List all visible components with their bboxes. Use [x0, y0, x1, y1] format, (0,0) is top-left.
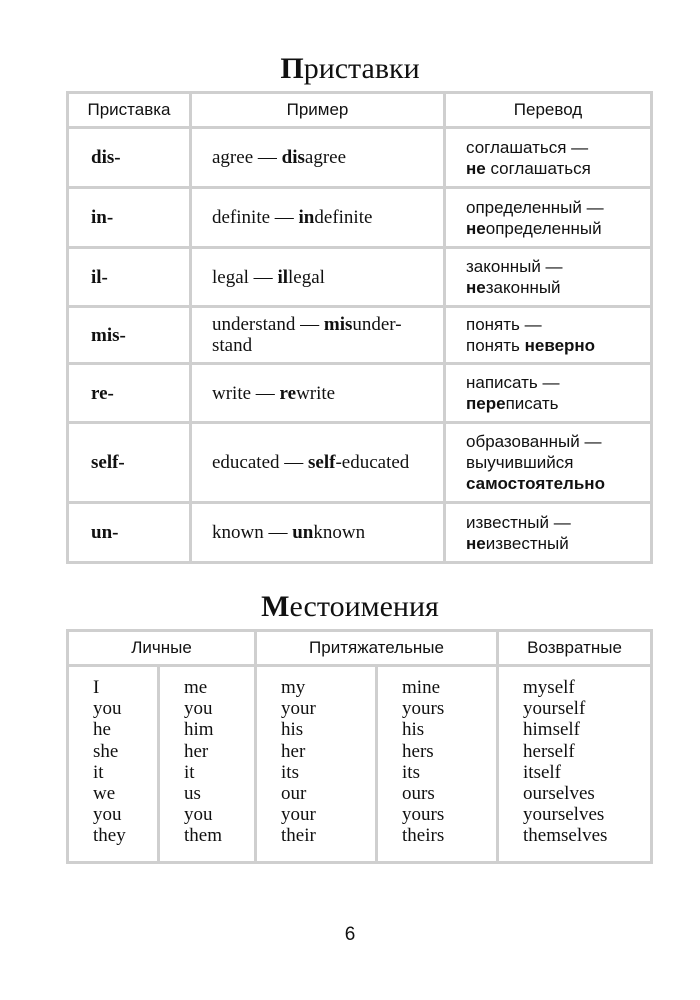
prefix-cell: self- — [68, 423, 191, 503]
translation-cell-segment: понять — [466, 336, 525, 355]
translation-cell-segment: соглашаться — [485, 158, 591, 178]
translation-cell-segment: написать — — [466, 373, 560, 392]
translation-cell-segment: выучившийся — [466, 453, 574, 472]
example-cell-segment: legal — [288, 266, 325, 288]
example-cell — [191, 307, 445, 364]
pronoun-word: you — [93, 804, 122, 826]
example-cell-segment: definite — [314, 207, 373, 228]
pronoun-word: my — [281, 677, 306, 698]
translation-cell-segment: не — [466, 218, 486, 238]
pronouns-title-initial: М — [261, 590, 290, 623]
prefix-row — [68, 307, 652, 364]
pronouns-header-row — [68, 631, 652, 666]
pronoun-word: themselves — [523, 825, 608, 847]
example-cell-segment: dis — [281, 147, 305, 168]
example-cell-segment: definite — — [212, 207, 299, 228]
prefixes-header-row — [68, 93, 652, 128]
translation-cell — [445, 128, 652, 188]
translation-cell-segment: пере — [466, 394, 506, 413]
prefixes-table — [66, 91, 653, 564]
example-cell-segment: known — — [212, 522, 293, 543]
possessive-pronoun-column — [377, 666, 498, 863]
prefix-row — [68, 128, 652, 188]
example-cell-segment: write — [296, 382, 336, 404]
translation-cell-segment: определенный — [485, 218, 602, 238]
pronouns-title-rest: естоимения — [289, 590, 439, 623]
pronoun-word: you — [93, 698, 122, 720]
pronoun-word: hers — [402, 740, 434, 762]
pronoun-word: him — [184, 719, 214, 741]
pronoun-word: it — [184, 761, 195, 783]
prefix-row — [68, 503, 652, 563]
example-cell — [191, 248, 445, 307]
pronouns-table — [66, 629, 653, 864]
header-translation: Перевод — [445, 93, 652, 128]
translation-cell — [445, 307, 652, 364]
pronoun-word: myself — [523, 677, 575, 698]
translation-cell-segment: не — [466, 533, 486, 553]
translation-cell-segment: определенный — — [466, 197, 604, 217]
translation-cell-segment: самостоятельно — [466, 474, 605, 493]
reflexive-column — [498, 666, 652, 863]
example-cell — [191, 503, 445, 563]
translation-cell-segment: образованный — — [466, 432, 602, 451]
pronoun-word: I — [93, 677, 100, 698]
example-cell-segment: in — [298, 207, 315, 228]
pronoun-word: its — [281, 761, 299, 783]
pronoun-word: them — [184, 825, 222, 847]
personal-subject-column — [68, 666, 159, 863]
pronoun-word: herself — [523, 740, 575, 762]
example-cell-segment: legal — — [212, 266, 278, 288]
pronoun-word: you — [184, 804, 213, 826]
translation-cell-segment: законный — — [466, 257, 563, 276]
pronoun-word: its — [402, 761, 420, 783]
translation-cell-segment: законный — [485, 278, 561, 297]
example-cell-segment: il — [277, 266, 288, 288]
pronoun-word: yours — [402, 804, 445, 826]
prefix-cell: dis- — [68, 128, 191, 188]
example-cell-segment: -educated — [335, 452, 410, 473]
translation-cell-segment: известный — — [466, 512, 571, 532]
pronoun-word: yours — [402, 698, 445, 720]
translation-cell-segment: понять — — [466, 315, 542, 334]
translation-cell-segment: не — [466, 278, 486, 297]
pronoun-word: we — [93, 783, 116, 805]
example-cell — [191, 188, 445, 248]
translation-cell — [445, 364, 652, 423]
example-cell — [191, 423, 445, 503]
translation-cell-segment: писать — [505, 394, 559, 413]
example-cell — [191, 128, 445, 188]
header-reflexive: Возвратные — [498, 631, 652, 666]
pronoun-word: ours — [402, 783, 435, 805]
example-cell-segment: understand — — [212, 314, 324, 335]
example-cell-segment: self — [308, 452, 336, 473]
pronoun-word: his — [402, 719, 425, 741]
prefix-cell: mis- — [68, 307, 191, 364]
prefix-cell: re- — [68, 364, 191, 423]
pronoun-word: your — [281, 804, 316, 826]
pronoun-word: me — [184, 677, 208, 698]
pronoun-word: you — [184, 698, 213, 720]
header-prefix: Приставка — [68, 93, 191, 128]
example-cell-segment: educated — — [212, 452, 309, 473]
example-cell-segment: under- — [352, 314, 402, 335]
pronoun-word: she — [93, 740, 119, 762]
example-cell-segment: agree — — [212, 147, 282, 168]
pronoun-word: our — [281, 783, 307, 805]
prefixes-title — [0, 52, 700, 86]
example-cell-segment: agree — [304, 147, 347, 168]
pronoun-word: yourselves — [523, 804, 605, 826]
translation-cell — [445, 188, 652, 248]
prefixes-title-initial: П — [280, 52, 304, 85]
pronoun-word: he — [93, 719, 111, 741]
example-cell-segment: un — [292, 522, 314, 543]
header-personal: Личные — [68, 631, 256, 666]
translation-cell — [445, 503, 652, 563]
prefix-row — [68, 248, 652, 307]
header-example: Пример — [191, 93, 445, 128]
possessive-adjective-column — [256, 666, 377, 863]
prefix-row — [68, 364, 652, 423]
example-cell-segment: known — [313, 522, 366, 543]
translation-cell-segment: известный — [485, 533, 569, 553]
pronouns-body-row — [68, 666, 652, 863]
pronoun-word: they — [93, 825, 126, 847]
translation-cell — [445, 423, 652, 503]
translation-cell-segment: соглашаться — — [466, 137, 589, 157]
personal-object-column — [159, 666, 256, 863]
pronoun-word: their — [281, 825, 316, 847]
translation-cell-segment: неверно — [524, 336, 596, 355]
pronoun-word: her — [281, 740, 306, 762]
example-cell-segment: write — — [212, 382, 280, 404]
prefixes-title-rest: риставки — [303, 52, 420, 85]
example-cell — [191, 364, 445, 423]
pronoun-word: mine — [402, 677, 441, 698]
prefix-row — [68, 423, 652, 503]
prefix-cell: in- — [68, 188, 191, 248]
pronoun-word: yourself — [523, 698, 586, 720]
translation-cell-segment: не — [466, 158, 486, 178]
pronoun-word: ourselves — [523, 783, 595, 805]
prefix-cell: il- — [68, 248, 191, 307]
example-cell-segment: stand — [212, 335, 253, 356]
pronouns-title — [0, 590, 700, 624]
pronoun-word: himself — [523, 719, 581, 741]
translation-cell — [445, 248, 652, 307]
prefix-cell: un- — [68, 503, 191, 563]
example-cell-segment: re — [279, 382, 297, 404]
example-cell-segment: mis — [323, 314, 353, 335]
header-possessive: Притяжательные — [256, 631, 498, 666]
pronoun-word: her — [184, 740, 209, 762]
pronoun-word: it — [93, 761, 104, 783]
pronoun-word: his — [281, 719, 304, 741]
prefix-row — [68, 188, 652, 248]
pronoun-word: theirs — [402, 825, 445, 847]
pronoun-word: your — [281, 698, 316, 720]
pronoun-word: us — [184, 783, 201, 805]
pronoun-word: itself — [523, 761, 562, 783]
page-number: 6 — [344, 924, 356, 945]
